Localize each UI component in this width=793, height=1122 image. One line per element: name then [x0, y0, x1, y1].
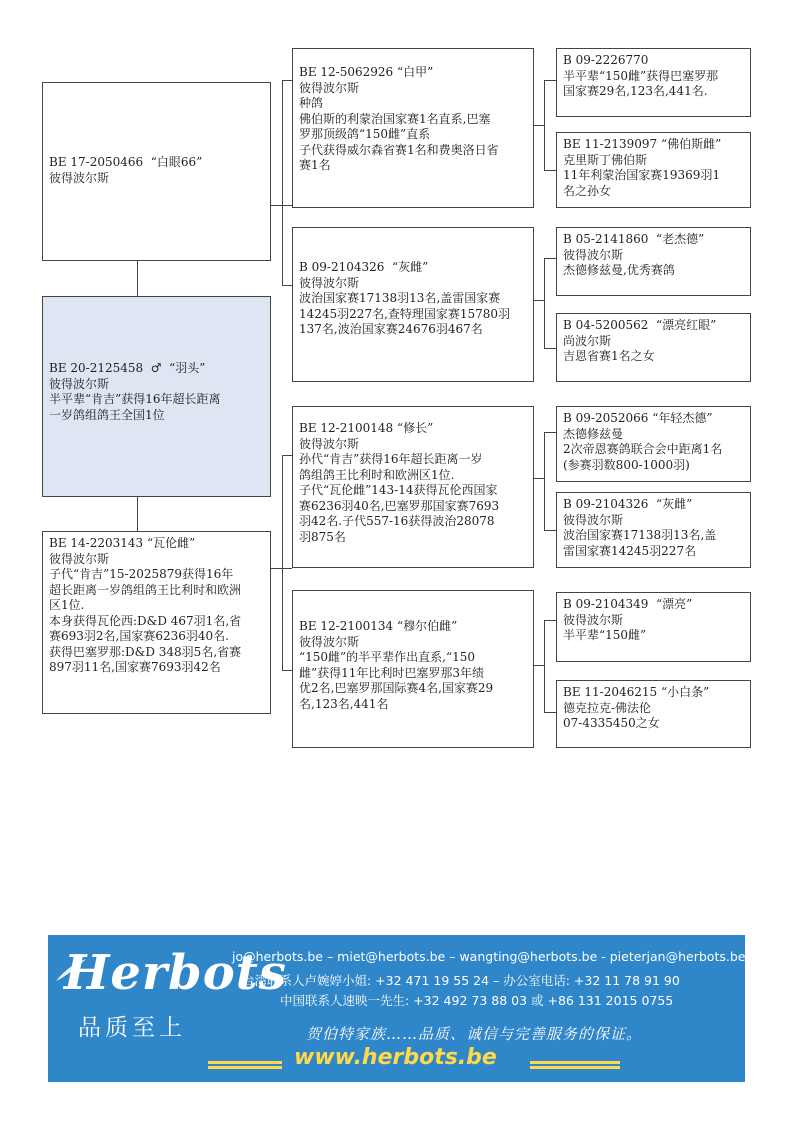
connector: [544, 348, 556, 349]
pedigree-line: 克里斯丁佛伯斯: [563, 152, 648, 167]
pedigree-line: B 09-2052066 “年轻杰德”: [563, 411, 713, 425]
pedigree-line: B 09-2104326 “灰雌”: [299, 260, 429, 274]
sds-box: [556, 227, 751, 296]
dam-sire-box: [292, 406, 534, 568]
decor-bar: [208, 1061, 282, 1064]
pedigree-line: 孙代“肯吉”获得16年超长距离一岁: [299, 452, 483, 466]
dsd-box: [556, 492, 751, 568]
pedigree-line: 彼得波尔斯: [563, 247, 624, 262]
connector: [544, 432, 545, 530]
decor-bar: [530, 1066, 620, 1069]
pedigree-line: 德克拉克-佛法伦: [563, 700, 652, 715]
connector: [544, 80, 545, 170]
pedigree-line: 07-4335450之女: [563, 716, 660, 730]
sire-box: [42, 82, 271, 261]
pedigree-line: 彼得波尔斯: [563, 512, 624, 527]
pedigree-line: 2次帝恩赛鸽联合会中距离1名: [563, 442, 723, 456]
pedigree-line: 897羽11名,国家赛7693羽42名: [49, 660, 221, 674]
pedigree-line: B 09-2104349 “漂亮”: [563, 597, 693, 611]
decor-bar: [530, 1061, 620, 1064]
taiwan-contact: 台湾联系人卢婉婷小姐: +32 471 19 55 24 – 办公室电话: +32 11 78 91 90: [242, 973, 680, 988]
pedigree-line: 羽875名: [299, 529, 346, 544]
pedigree-line: 子代“瓦伦雌”143-14获得瓦伦西国家: [299, 483, 498, 497]
pedigree-line: B 09-2226770: [563, 53, 649, 67]
connector: [544, 620, 545, 712]
pedigree-line: B 09-2104326 “灰雌”: [563, 497, 693, 511]
china-contact: 中国联系人速映一先生: +32 492 73 88 03 或 +86 131 2015 0755: [280, 993, 674, 1008]
pedigree-line: 羽42名.子代557-16获得波治28078: [299, 514, 495, 528]
pedigree-line: 杰德修兹曼,优秀赛鸽: [563, 263, 675, 277]
pedigree-line: 子代“肯吉”15-2025879获得16年: [49, 567, 234, 581]
pedigree-line: 一岁鸽组鸽王全国1位: [49, 407, 165, 422]
dss-box: [556, 406, 751, 482]
website-link[interactable]: www.herbots.be: [294, 1045, 497, 1070]
connector: [544, 258, 545, 348]
connector: [544, 530, 556, 531]
connector: [282, 80, 292, 81]
pedigree-line: 波治国家赛17138羽13名,盖: [563, 528, 717, 542]
pedigree-line: 彼得波尔斯: [299, 275, 360, 290]
sss-box: [556, 48, 751, 117]
pedigree-line: 获得巴塞罗那:D&D 348羽5名,省赛: [49, 644, 242, 659]
ddd-box: [556, 680, 751, 748]
connector: [270, 568, 292, 569]
pedigree-line: 彼得波尔斯: [299, 634, 360, 649]
pedigree-line: 种鸽: [299, 96, 324, 110]
pedigree-line: BE 11-2139097 “佛伯斯雌”: [563, 137, 722, 151]
pedigree-line: 半平辈“150雌”获得巴塞罗那: [563, 68, 719, 83]
connector: [533, 300, 544, 301]
pedigree-line: 彼得波尔斯: [49, 170, 110, 185]
pedigree-line: BE 12-5062926 “白甲”: [299, 65, 434, 79]
pedigree-line: 波治国家赛17138羽13名,盖雷国家赛: [299, 291, 501, 305]
pedigree-line: BE 12-2100148 “修长”: [299, 421, 434, 435]
pedigree-line: BE 14-2203143 “瓦伦雌”: [49, 536, 196, 550]
dam-dam-box: [292, 590, 534, 748]
connector: [282, 285, 292, 286]
pedigree-line: BE 12-2100134 “穆尔伯雌”: [299, 619, 458, 633]
connector: [137, 260, 138, 296]
connector: [544, 712, 556, 713]
pedigree-line: B 05-2141860 “老杰德”: [563, 232, 705, 246]
ssd-box: [556, 132, 751, 208]
pedigree-line: BE 17-2050466 “白眼66”: [49, 155, 203, 169]
pedigree-line: 鸽组鸽王比利时和欧洲区1位.: [299, 467, 455, 482]
pedigree-line: 佛伯斯的利蒙治国家赛1名直系,巴塞: [299, 111, 491, 126]
connector: [544, 258, 556, 259]
pedigree-line: 14245羽227名,查特理国家赛15780羽: [299, 306, 511, 321]
connector: [533, 665, 544, 666]
pedigree-line: 半平辈“肯吉”获得16年超长距离: [49, 392, 221, 406]
pedigree-line: 名之孙女: [563, 183, 612, 198]
pedigree-line: 彼得波尔斯: [49, 376, 110, 391]
contact-emails[interactable]: jo@herbots.be – miet@herbots.be – wangting@herbots.be - pieterjan@herbots.be: [232, 949, 745, 964]
pedigree-line: 雷国家赛14245羽227名: [563, 543, 697, 558]
connector: [282, 455, 292, 456]
connector: [282, 455, 283, 670]
connector: [270, 205, 292, 206]
decor-bar: [208, 1066, 282, 1069]
pedigree-line: 国家赛29名,123名,441名.: [563, 84, 708, 98]
pedigree-line: 超长距离一岁鸽组鸽王比利时和欧洲: [49, 582, 242, 597]
pedigree-line: (参赛羽数800-1000羽): [563, 457, 690, 472]
pedigree-line: 赛693羽2名,国家赛6236羽40名.: [49, 629, 229, 643]
connector: [282, 80, 283, 285]
pedigree-line: 优2名,巴塞罗那国际赛4名,国家赛29: [299, 681, 494, 695]
sire-dam-box: [292, 227, 534, 382]
pedigree-line: 彼得波尔斯: [49, 551, 110, 566]
connector: [544, 170, 556, 171]
connector: [533, 125, 544, 126]
pedigree-line: 赛1名: [299, 158, 331, 172]
brand-slogan: 品质至上: [78, 1015, 186, 1041]
pedigree-line: BE 20-2125458 ♂ “羽头”: [49, 361, 206, 375]
pedigree-line: 杰德修兹曼: [563, 426, 624, 441]
pedigree-line: 雌”获得11年比利时巴塞罗那3年绩: [299, 665, 485, 680]
subject-box: [42, 296, 271, 497]
pedigree-line: 彼得波尔斯: [563, 612, 624, 627]
pedigree-line: B 04-5200562 “漂亮红眼”: [563, 318, 717, 332]
connector: [533, 478, 544, 479]
dam-box: [42, 531, 271, 714]
pedigree-line: 罗那顶级鸽“150雌”直系: [299, 127, 431, 141]
pedigree-line: 本身获得瓦伦西:D&D 467羽1名,省: [49, 613, 242, 628]
brand-logo: Herbots: [64, 945, 287, 1001]
connector: [544, 620, 556, 621]
pedigree-line: 吉恩省赛1名之女: [563, 349, 655, 363]
pedigree-line: 区1位.: [49, 598, 85, 612]
pedigree-line: 11年利蒙治国家赛19369羽1: [563, 168, 721, 182]
connector: [282, 670, 292, 671]
pedigree-line: 137名,波治国家赛24676羽467名: [299, 322, 483, 336]
sire-sire-box: [292, 48, 534, 208]
pedigree-line: 名,123名,441名: [299, 696, 389, 711]
pedigree-line: “150雌”的半平辈作出直系,“150: [299, 650, 476, 664]
sdd-box: [556, 313, 751, 382]
pedigree-line: 赛6236羽40名,巴塞罗那国家赛7693: [299, 498, 500, 513]
pedigree-line: 尚波尔斯: [563, 333, 612, 348]
pedigree-line: 彼得波尔斯: [299, 80, 360, 95]
connector: [137, 497, 138, 531]
pedigree-line: 子代获得威尔森省赛1名和费奥洛日省: [299, 142, 499, 157]
dds-box: [556, 592, 751, 662]
contact-banner: [48, 935, 745, 1082]
tagline: 贺伯特家族……品质、诚信与完善服务的保证。: [306, 1025, 643, 1043]
connector: [544, 80, 556, 81]
connector: [544, 432, 556, 433]
pedigree-line: 半平辈“150雌”: [563, 628, 647, 642]
pedigree-line: BE 11-2046215 “小白条”: [563, 685, 710, 699]
pedigree-line: 彼得波尔斯: [299, 436, 360, 451]
